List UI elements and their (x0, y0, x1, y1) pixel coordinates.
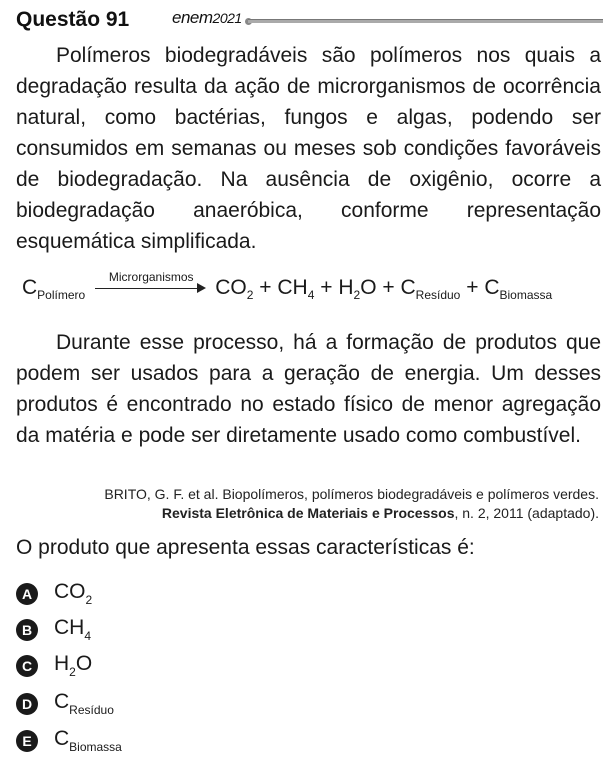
option-letter-badge: E (16, 730, 38, 752)
question-header (16, 6, 601, 34)
plus-sign: + (320, 276, 333, 299)
option-letter-badge: A (16, 583, 38, 605)
enem-year: 2021 (212, 10, 242, 26)
option-letter-badge: D (16, 693, 38, 715)
reference-line-2: Revista Eletrônica de Materiais e Processos, n. 2, 2011 (adaptado). (161, 505, 599, 521)
option-letter-badge: B (16, 619, 38, 641)
option-letter-badge: C (16, 655, 38, 677)
context-paragraph: Durante esse processo, há a formação de produtos que podem ser usados para a geração de energia. Um desses produtos é encontrado no estado físico de menor agregação da matéria e pode ser diretamente usado como combustível. (16, 331, 601, 447)
plus-sign: + (259, 276, 272, 299)
enem-brand: enem (172, 8, 213, 27)
arrow-label: Microrganismos (108, 270, 194, 285)
reference-line-1: BRITO, G. F. et al. Biopolímeros, polímeros biodegradáveis e polímeros verdes. (104, 486, 599, 502)
reaction-arrow (95, 270, 207, 300)
product-co2: $CO_2$ (215, 276, 254, 302)
plus-sign: + (466, 276, 479, 299)
plus-sign: + (382, 276, 395, 299)
reaction-equation (22, 270, 602, 312)
question-prompt: O produto que apresenta essas características é: (16, 536, 475, 559)
intro-paragraph: Polímeros biodegradáveis são polímeros nos quais a degradação resulta da ação de microrganismos de ocorrência natural, como bactérias, fungos e algas, podendo ser consumidos em semanas ou meses sob condições favoráveis de biodegradação. Na ausência de oxigênio, ocorre a biodegradação anaeróbica, conforme representação esquemática simplificada. (16, 44, 601, 253)
arrow-head-icon (197, 283, 206, 293)
reactant: $C_{Polímero}$ (22, 276, 86, 302)
enem-logo (172, 8, 242, 28)
product-h2o: $H_2O$ (338, 276, 377, 302)
product-ch4: $CH_4$ (277, 276, 315, 302)
product-residuo: $C_{Resíduo}$ (400, 276, 461, 302)
journal-title: Revista Eletrônica de Materiais e Processos (161, 505, 455, 521)
question-number: Questão 91 (16, 8, 130, 31)
product-biomassa: $C_{Biomassa}$ (484, 276, 553, 302)
header-rule (248, 19, 603, 23)
